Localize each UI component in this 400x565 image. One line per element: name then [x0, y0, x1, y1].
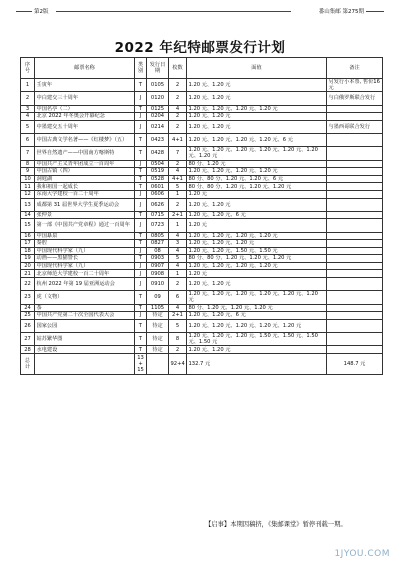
edition-label: 第2版: [34, 9, 49, 15]
cell-name: 洞庭湖: [35, 175, 135, 183]
total-row: [21, 354, 383, 375]
cell-value: 1.20 元: [187, 219, 327, 232]
cell-note: [327, 232, 383, 240]
cell-name: 东南大学建校一百二十周年: [35, 190, 135, 198]
cell-date: 0214: [147, 120, 169, 133]
cell-name: 第一部《中国共产党章程》通过一百周年: [35, 219, 135, 232]
table-row: [21, 198, 383, 211]
cell-count: 2: [169, 92, 187, 105]
table-row: [21, 219, 383, 232]
cell-note: [327, 105, 383, 113]
cell-value: 1.20 元、1.20 元: [187, 113, 327, 121]
cell-no: 17: [21, 240, 35, 248]
cell-date: 0805: [147, 232, 169, 240]
cell-count: 2: [169, 113, 187, 121]
cell-type: J: [135, 113, 147, 121]
cell-type: T: [135, 304, 147, 312]
cell-name: 北京师范大学建校一百二十周年: [35, 270, 135, 278]
table-row: [21, 92, 383, 105]
cell-type: T: [135, 147, 147, 160]
cell-type: J: [135, 247, 147, 255]
cell-note: [327, 319, 383, 332]
cell-note: [327, 346, 383, 354]
cell-name: 成都第 31 届世界大学生夏季运动会: [35, 198, 135, 211]
cell-name: 杭州 2022 年第 19 届亚洲运动会: [35, 278, 135, 291]
cell-name: 国家公园: [35, 319, 135, 332]
cell-date: 0519: [147, 168, 169, 176]
cell-name: 中白建交三十周年: [35, 92, 135, 105]
cell-no: 9: [21, 168, 35, 176]
cell-value: 1.20 元、1.20 元、1.20 元、1.50 元、1.50 元、1.50 元、1.50 元: [187, 333, 327, 346]
cell-count: 7: [169, 147, 187, 160]
cell-no: 27: [21, 333, 35, 346]
cell-name: 动画——黑猫警长: [35, 255, 135, 263]
table-row: [21, 346, 383, 354]
total-value: 132.7 元: [187, 354, 327, 375]
cell-name: 北京 2022 年冬奥会开幕纪念: [35, 113, 135, 121]
cell-date: 0105: [147, 79, 169, 92]
total-label: 总计: [21, 354, 35, 375]
table-row: [21, 113, 383, 121]
cell-value: 1.20 元、1.20 元: [187, 278, 327, 291]
col-date: 发行日期: [147, 58, 169, 79]
cell-no: 4: [21, 113, 35, 121]
cell-note: [327, 147, 383, 160]
cell-no: 24: [21, 304, 35, 312]
cell-value: 1.20 元、1.20 元、1.20 元、1.20 元: [187, 232, 327, 240]
cell-note: [327, 211, 383, 219]
cell-type: T: [135, 333, 147, 346]
cell-date: 待定: [147, 333, 169, 346]
cell-no: 20: [21, 262, 35, 270]
cell-no: 12: [21, 190, 35, 198]
cell-count: 4: [169, 105, 187, 113]
cell-count: 3: [169, 240, 187, 248]
page-title: 2022 年纪特邮票发行计划: [114, 40, 286, 56]
cell-date: 0428: [147, 147, 169, 160]
cell-no: 16: [21, 232, 35, 240]
cell-type: T: [135, 346, 147, 354]
cell-value: 80 分、1.20 元: [187, 160, 327, 168]
cell-name: 中墨建交五十周年: [35, 120, 135, 133]
cell-count: 2: [169, 160, 187, 168]
cell-count: 5: [169, 319, 187, 332]
issue-label: 番山集邮 第275期: [318, 9, 364, 15]
cell-name: 中国现代科学家（九）: [35, 262, 135, 270]
cell-type: T: [135, 211, 147, 219]
cell-name: 中国共产党第二十次全国代表大会: [35, 312, 135, 320]
table-row: [21, 270, 383, 278]
table-row: [21, 232, 383, 240]
cell-date: 0907: [147, 262, 169, 270]
cell-count: 1: [169, 219, 187, 232]
cell-value: 1.20 元、1.20 元: [187, 120, 327, 133]
cell-date: 0903: [147, 255, 169, 263]
cell-no: 10: [21, 175, 35, 183]
cell-date: 0910: [147, 278, 169, 291]
cell-date: 0626: [147, 198, 169, 211]
cell-date: 0723: [147, 219, 169, 232]
cell-type: T: [135, 255, 147, 263]
cell-type: J: [135, 270, 147, 278]
watermark: 1JYOU.COM: [334, 549, 390, 559]
cell-value: 1.20 元、1.20 元、1.20 元、1.20 元、6 元: [187, 133, 327, 146]
col-count: 枚数: [169, 58, 187, 79]
col-no: 序号: [21, 58, 35, 79]
cell-note: [327, 304, 383, 312]
cell-type: T: [135, 168, 147, 176]
cell-count: 2: [169, 120, 187, 133]
cell-date: 0204: [147, 113, 169, 121]
table-row: [21, 255, 383, 263]
table-row: [21, 278, 383, 291]
cell-note: [327, 175, 383, 183]
cell-no: 18: [21, 247, 35, 255]
cell-date: 0827: [147, 240, 169, 248]
cell-name: 中国现代科学家（九）: [35, 247, 135, 255]
table-row: [21, 333, 383, 346]
table-row: [21, 291, 383, 304]
cell-count: 2: [169, 79, 187, 92]
cell-name: 张仲景: [35, 211, 135, 219]
col-value: 面值: [187, 58, 327, 79]
cell-count: 8: [169, 333, 187, 346]
table-row: [21, 319, 383, 332]
table-row: [21, 190, 383, 198]
cell-name: 中国古典文学名著——《红楼梦》（五）: [35, 133, 135, 146]
table-row: [21, 147, 383, 160]
cell-date: 待定: [147, 346, 169, 354]
cell-value: 1.20 元、1.20 元、1.20 元、1.20 元、1.20 元、1.20 元、1.20 元: [187, 147, 327, 160]
cell-type: T: [135, 319, 147, 332]
cell-date: 0504: [147, 160, 169, 168]
cell-no: 25: [21, 312, 35, 320]
cell-note: [327, 190, 383, 198]
cell-value: 80 分、1.20 元、1.20 元、1.20 元: [187, 304, 327, 312]
cell-count: 1: [169, 190, 187, 198]
cell-no: 2: [21, 92, 35, 105]
cell-note: [327, 278, 383, 291]
total-count: 92+4: [169, 354, 187, 375]
cell-date: 0606: [147, 190, 169, 198]
cell-no: 28: [21, 346, 35, 354]
col-name: 邮票名称: [35, 58, 135, 79]
cell-count: 1: [169, 270, 187, 278]
cell-note: [327, 312, 383, 320]
cell-no: 3: [21, 105, 35, 113]
cell-date: 09: [147, 291, 169, 304]
cell-no: 13: [21, 198, 35, 211]
cell-name: 姑苏繁华图: [35, 333, 135, 346]
cell-type: J: [135, 278, 147, 291]
cell-count: 4: [169, 232, 187, 240]
cell-no: 23: [21, 291, 35, 304]
cell-date: 08: [147, 247, 169, 255]
cell-type: J: [135, 312, 147, 320]
cell-count: 2+1: [169, 312, 187, 320]
cell-no: 7: [21, 147, 35, 160]
col-note: 备注: [327, 58, 383, 79]
cell-date: 1105: [147, 304, 169, 312]
cell-note: [327, 270, 383, 278]
cell-name: 壬寅年: [35, 79, 135, 92]
cell-no: 1: [21, 79, 35, 92]
cell-no: 21: [21, 270, 35, 278]
cell-count: 2: [169, 278, 187, 291]
total-name: [35, 354, 135, 375]
cell-name: 中国共产主义青年团成立一百周年: [35, 160, 135, 168]
cell-no: 19: [21, 255, 35, 263]
cell-name: 中国名亭（二）: [35, 105, 135, 113]
cell-type: J: [135, 120, 147, 133]
cell-note: [327, 113, 383, 121]
cell-value: 1.20 元、1.20 元、1.50 元、1.50 元: [187, 247, 327, 255]
cell-name: 中国古镇（四）: [35, 168, 135, 176]
cell-no: 14: [21, 211, 35, 219]
cell-count: 4: [169, 304, 187, 312]
cell-date: 待定: [147, 312, 169, 320]
cell-count: 2: [169, 346, 187, 354]
table-row: [21, 120, 383, 133]
cell-name: 我和祖国一起成长: [35, 183, 135, 191]
cell-type: J: [135, 262, 147, 270]
cell-type: T: [135, 175, 147, 183]
cell-note: [327, 247, 383, 255]
table-row: [21, 160, 383, 168]
cell-type: T: [135, 183, 147, 191]
cell-no: 8: [21, 160, 35, 168]
cell-value: 1.20 元、1.20 元、1.20 元、1.20 元、1.20 元、1.20 元: [187, 291, 327, 304]
cell-note: [327, 333, 383, 346]
cell-type: T: [135, 79, 147, 92]
cell-count: 4+1: [169, 175, 187, 183]
cell-type: T: [135, 133, 147, 146]
table-row: [21, 247, 383, 255]
cell-note: [327, 198, 383, 211]
cell-name: 中国暴泉: [35, 232, 135, 240]
cell-value: 80 分、80 分、1.20 元、1.20 元、1.20 元: [187, 255, 327, 263]
cell-value: 1.20 元、1.20 元、1.20 元、1.20 元: [187, 168, 327, 176]
cell-value: 1.20 元: [187, 190, 327, 198]
cell-count: 4: [169, 262, 187, 270]
cell-type: T: [135, 232, 147, 240]
cell-type: J: [135, 190, 147, 198]
cell-name: 水电建设: [35, 346, 135, 354]
cell-type: J: [135, 160, 147, 168]
table-row: [21, 175, 383, 183]
cell-value: 1.20 元、1.20 元、6 元: [187, 312, 327, 320]
cell-no: 22: [21, 278, 35, 291]
cell-note: 与墨西哥联合发行: [327, 120, 383, 133]
total-type: 13 + 15: [135, 354, 147, 375]
cell-count: 4: [169, 247, 187, 255]
cell-note: [327, 219, 383, 232]
table-row: [21, 312, 383, 320]
cell-count: 5: [169, 255, 187, 263]
col-type: 类别: [135, 58, 147, 79]
cell-note: [327, 168, 383, 176]
table-row: [21, 133, 383, 146]
cell-date: 0601: [147, 183, 169, 191]
total-note: 148.7 元: [327, 354, 383, 375]
cell-no: 15: [21, 219, 35, 232]
table-row: [21, 211, 383, 219]
cell-type: T: [135, 105, 147, 113]
cell-name: 虎（文物）: [35, 291, 135, 304]
table-row: [21, 105, 383, 113]
cell-name: 茶: [35, 304, 135, 312]
cell-no: 11: [21, 183, 35, 191]
cell-date: 0423: [147, 133, 169, 146]
cell-value: 1.20 元、1.20 元、6 元: [187, 211, 327, 219]
table-row: [21, 168, 383, 176]
cell-value: 80 分、80 分、1.20 元、1.20 元、6 元: [187, 175, 327, 183]
cell-no: 6: [21, 133, 35, 146]
cell-type: J: [135, 219, 147, 232]
cell-value: 1.20 元、1.20 元、1.20 元、1.20 元、1.20 元: [187, 319, 327, 332]
cell-note: [327, 240, 383, 248]
cell-type: J: [135, 92, 147, 105]
cell-value: 1.20 元: [187, 270, 327, 278]
page-header: [16, 5, 384, 17]
cell-value: 1.20 元、1.20 元: [187, 346, 327, 354]
cell-count: 4: [169, 168, 187, 176]
cell-note: [327, 183, 383, 191]
cell-value: 1.20 元、1.20 元、1.20 元: [187, 240, 327, 248]
cell-note: [327, 255, 383, 263]
cell-count: 5: [169, 183, 187, 191]
cell-note: [327, 291, 383, 304]
cell-value: 1.20 元、1.20 元: [187, 198, 327, 211]
table-row: [21, 79, 383, 92]
stamp-plan-table: [20, 57, 383, 375]
cell-note: 另发行小本票, 售价16元: [327, 79, 383, 92]
cell-note: [327, 262, 383, 270]
cell-note: 与白俄罗斯联合发行: [327, 92, 383, 105]
cell-count: 2: [169, 198, 187, 211]
table-row: [21, 262, 383, 270]
notice-text: 【启事】本期因稿挤，《集邮课堂》暂停刊载一期。: [205, 521, 347, 528]
cell-date: 0715: [147, 211, 169, 219]
cell-date: 0528: [147, 175, 169, 183]
cell-type: T: [135, 240, 147, 248]
cell-no: 26: [21, 319, 35, 332]
cell-value: 1.20 元、1.20 元: [187, 92, 327, 105]
cell-date: 待定: [147, 319, 169, 332]
cell-value: 1.20 元、1.20 元、1.20 元、1.20 元: [187, 262, 327, 270]
cell-no: 5: [21, 120, 35, 133]
cell-date: 0908: [147, 270, 169, 278]
cell-value: 1.20 元、1.20 元、1.20 元、1.20 元: [187, 105, 327, 113]
cell-count: 4+1: [169, 133, 187, 146]
cell-name: 世界自然遗产——中国南方喀斯特: [35, 147, 135, 160]
table-row: [21, 304, 383, 312]
table-row: [21, 240, 383, 248]
cell-count: 6: [169, 291, 187, 304]
cell-note: [327, 133, 383, 146]
cell-date: 0125: [147, 105, 169, 113]
cell-value: 1.20 元、1.20 元: [187, 79, 327, 92]
cell-name: 秦腔: [35, 240, 135, 248]
table-row: [21, 183, 383, 191]
cell-note: [327, 160, 383, 168]
cell-value: 80 分、80 分、1.20 元、1.20 元、1.20 元: [187, 183, 327, 191]
cell-date: 0120: [147, 92, 169, 105]
cell-type: J: [135, 198, 147, 211]
cell-count: 2+1: [169, 211, 187, 219]
cell-type: T: [135, 291, 147, 304]
total-date: [147, 354, 169, 375]
table-header-row: [21, 58, 383, 79]
